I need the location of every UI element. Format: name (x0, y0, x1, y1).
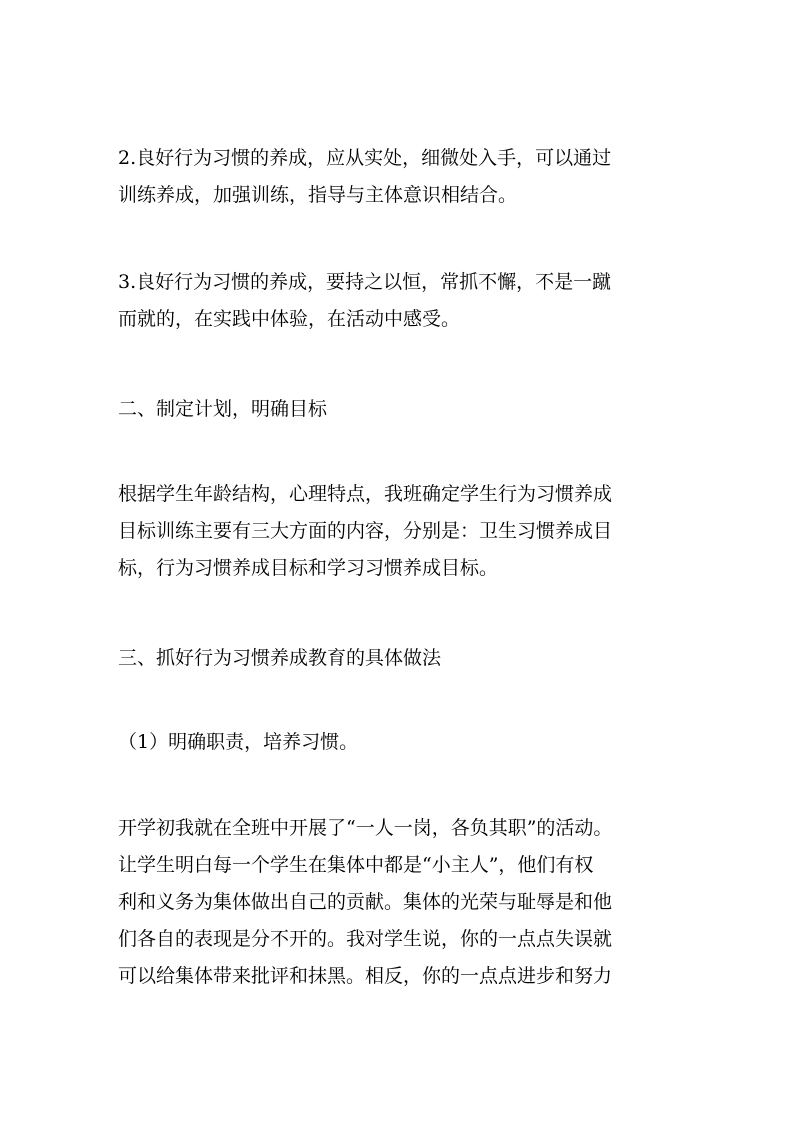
paragraph-goals (118, 476, 684, 587)
heading-text: 三、抓好行为习惯养成教育的具体做法 (118, 647, 442, 669)
text-line: 让学生明白每一个学生在集体中都是“小主人”，他们有权 (118, 854, 594, 876)
text-line: 根据学生年龄结构，心理特点，我班确定学生行为习惯养成 (118, 483, 613, 505)
heading-text: 二、制定计划，明确目标 (118, 398, 328, 420)
subsection-heading-1 (118, 724, 684, 761)
document-page (118, 0, 684, 1123)
section-heading-2 (118, 391, 684, 428)
heading-text: （1）明确职责，培养习惯。 (118, 731, 359, 753)
text-line: 目标训练主要有三大方面的内容，分别是：卫生习惯养成目 (118, 520, 613, 542)
text-line: 开学初我就在全班中开展了“一人一岗，各负其职”的活动。 (118, 817, 613, 839)
paragraph-habit-point-3 (118, 264, 684, 338)
section-heading-3 (118, 640, 684, 677)
text-line: 们各自的表现是分不开的。我对学生说，你的一点点失误就 (118, 928, 613, 950)
text-line: 训练养成，加强训练，指导与主体意识相结合。 (118, 184, 518, 206)
text-line: 2.良好行为习惯的养成，应从实处，细微处入手，可以通过 (118, 147, 612, 169)
text-line: 而就的，在实践中体验，在活动中感受。 (118, 308, 461, 330)
text-line: 利和义务为集体做出自己的贡献。集体的光荣与耻辱是和他 (118, 891, 613, 913)
paragraph-responsibilities (118, 810, 684, 995)
paragraph-habit-point-2 (118, 140, 684, 214)
text-line: 3.良好行为习惯的养成，要持之以恒，常抓不懈，不是一蹴 (118, 271, 612, 293)
text-line: 可以给集体带来批评和抹黑。相反，你的一点点进步和努力 (118, 965, 613, 987)
text-line: 标，行为习惯养成目标和学习习惯养成目标。 (118, 557, 499, 579)
